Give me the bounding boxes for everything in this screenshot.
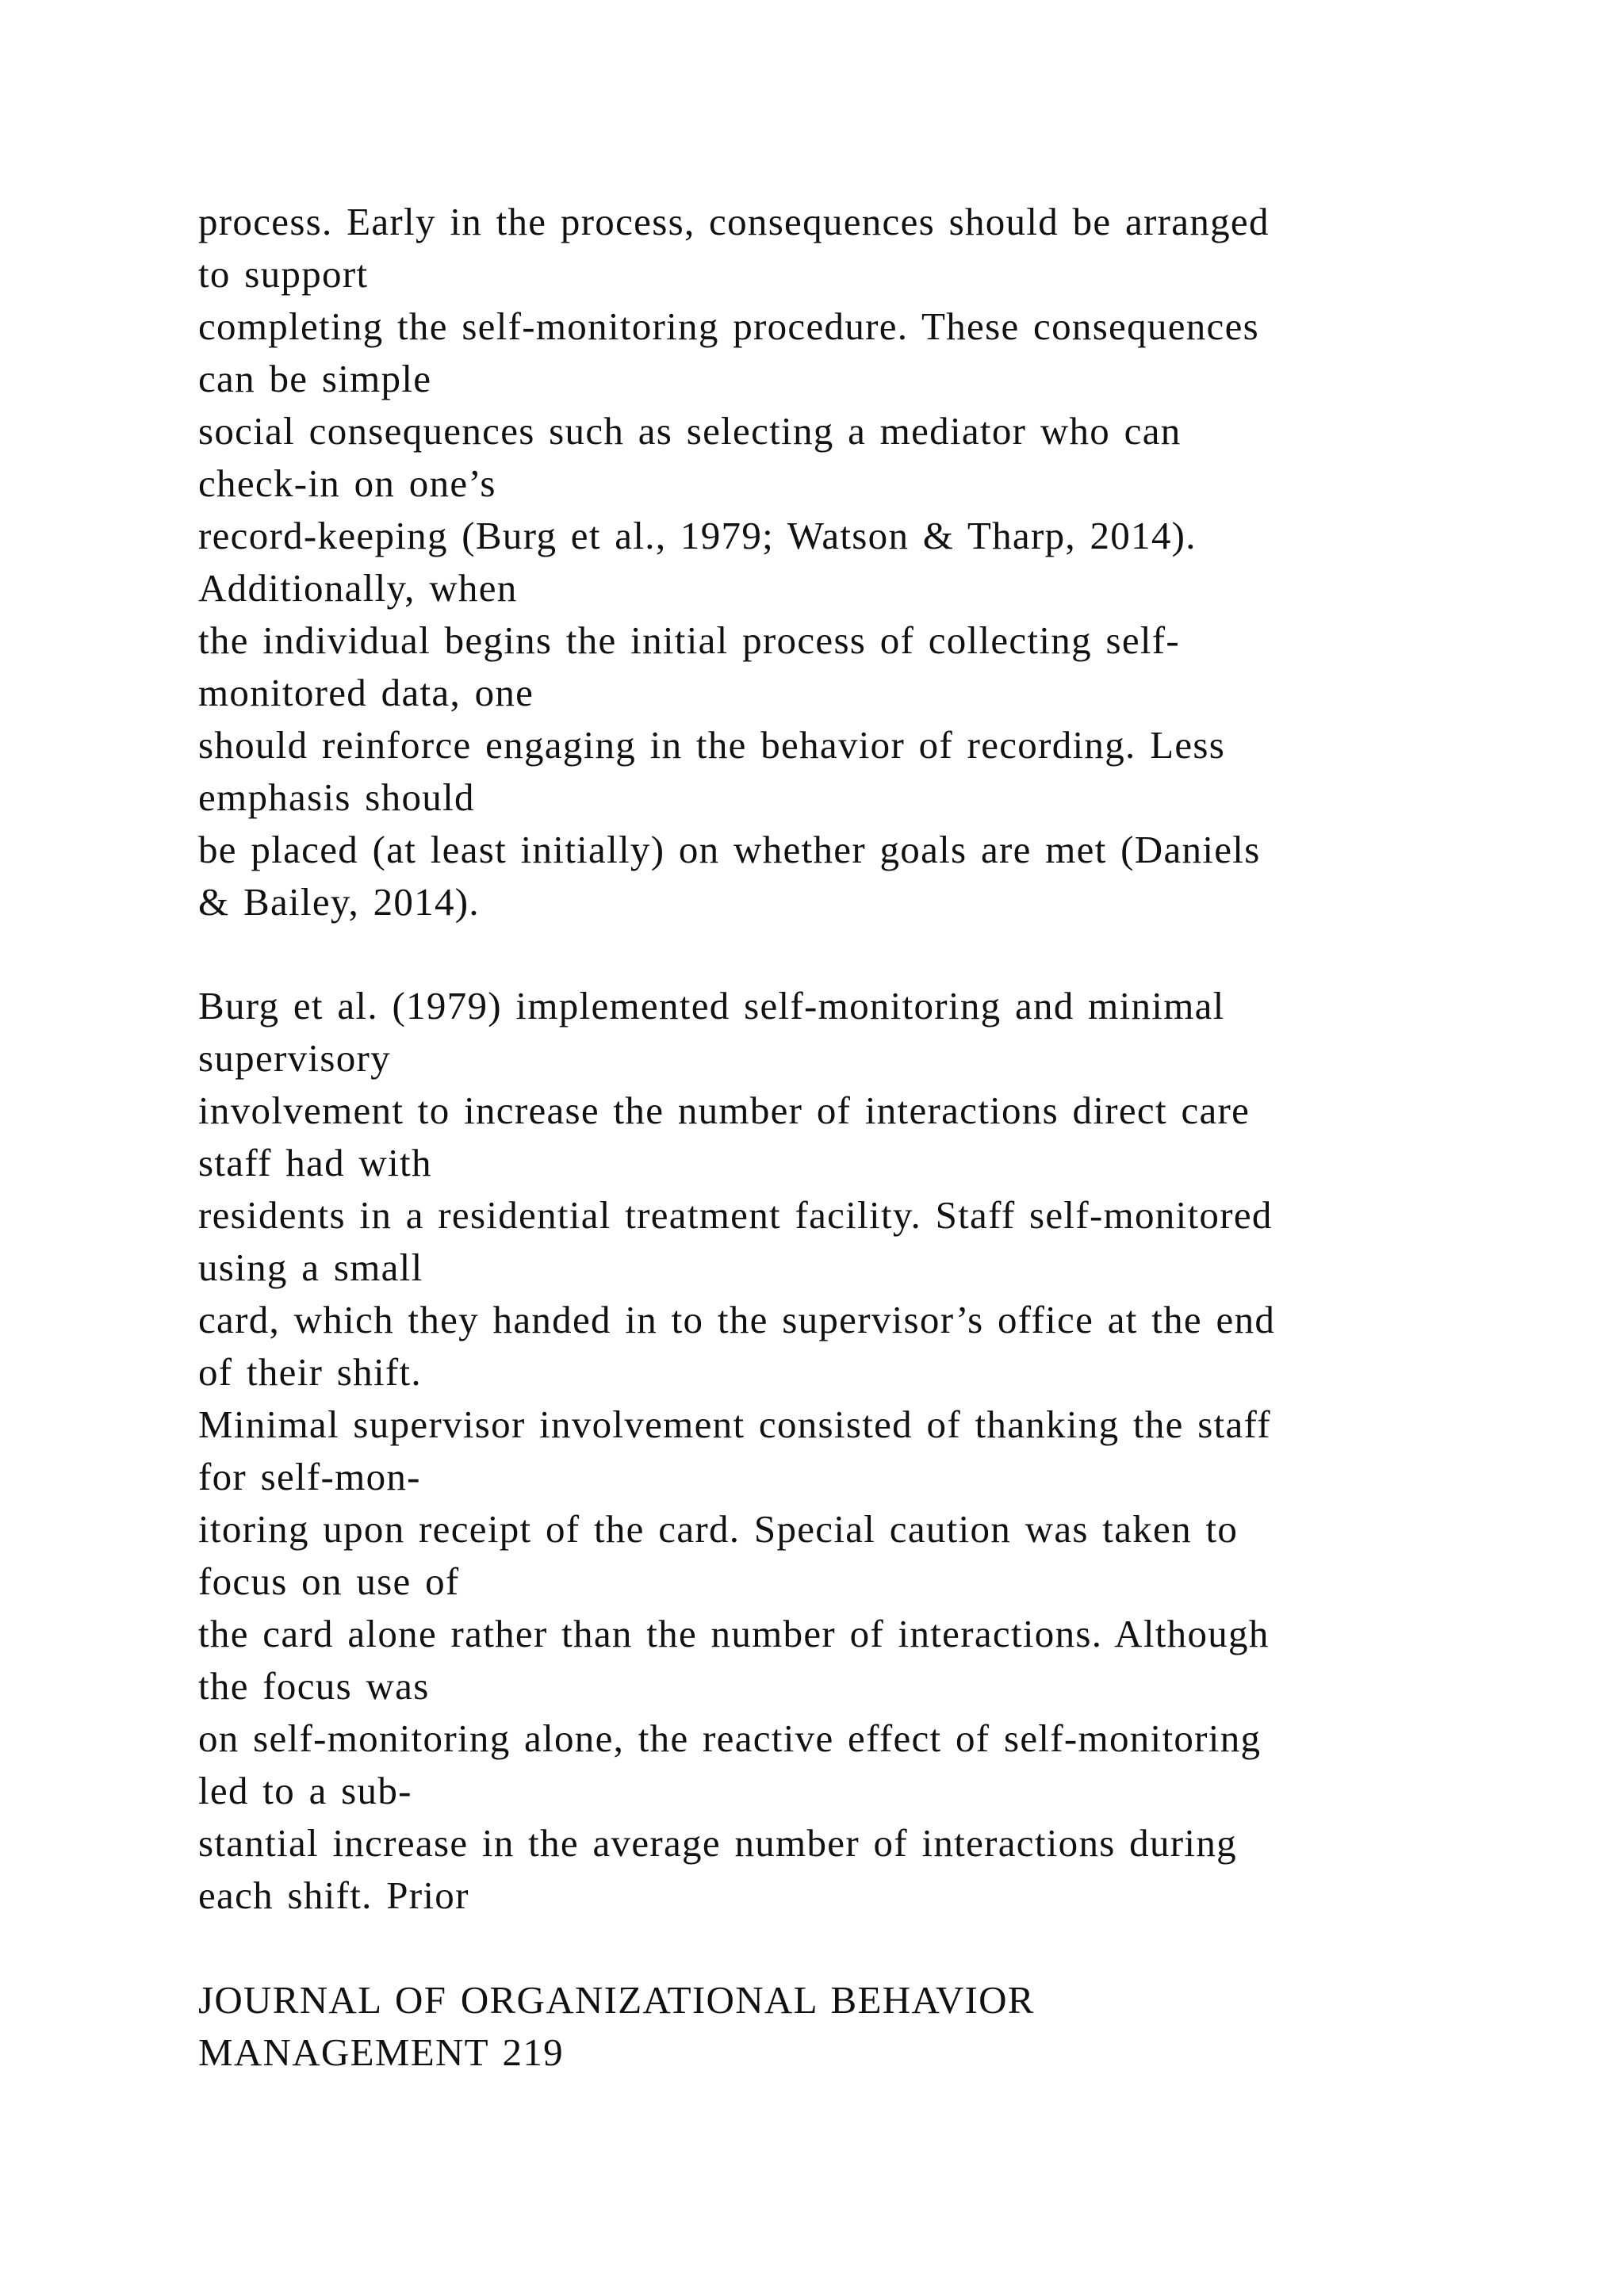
text-line: each shift. Prior	[198, 1873, 469, 1917]
text-line: should reinforce engaging in the behavior of recording. Less	[198, 723, 1226, 767]
text-line: the individual begins the initial process of collecting self-	[198, 618, 1181, 662]
journal-title-page-number: MANAGEMENT 219	[198, 2030, 564, 2074]
paragraph-self-monitoring-consequences	[198, 196, 1499, 928]
text-line: of their shift.	[198, 1350, 422, 1394]
text-line: emphasis should	[198, 775, 475, 819]
text-line: the focus was	[198, 1664, 430, 1708]
running-footer	[198, 1974, 1499, 2079]
text-line: on self-monitoring alone, the reactive effect of self-monitoring	[198, 1716, 1262, 1760]
text-line: residents in a residential treatment facility. Staff self-monitored	[198, 1193, 1273, 1237]
text-line: card, which they handed in to the supervisor’s office at the end	[198, 1298, 1276, 1341]
text-line: completing the self-monitoring procedure. These consequences	[198, 304, 1260, 348]
text-line: the card alone rather than the number of interactions. Although	[198, 1612, 1270, 1655]
paragraph-burg-study	[198, 980, 1499, 1922]
text-line: check-in on one’s	[198, 461, 496, 505]
journal-title: JOURNAL OF ORGANIZATIONAL BEHAVIOR	[198, 1978, 1035, 2022]
text-line: involvement to increase the number of interactions direct care	[198, 1089, 1251, 1132]
text-line: Additionally, when	[198, 566, 518, 610]
text-line: itoring upon receipt of the card. Special caution was taken to	[198, 1507, 1239, 1551]
text-line: supervisory	[198, 1036, 391, 1080]
text-line: using a small	[198, 1246, 423, 1289]
text-line: led to a sub-	[198, 1769, 412, 1812]
text-line: to support	[198, 252, 369, 296]
text-line: staff had with	[198, 1141, 432, 1184]
text-line: Minimal supervisor involvement consisted of thanking the staff	[198, 1402, 1271, 1446]
text-line: focus on use of	[198, 1559, 460, 1603]
text-line: record-keeping (Burg et al., 1979; Watson & Tharp, 2014).	[198, 514, 1197, 557]
text-line: can be simple	[198, 357, 432, 400]
text-line: Burg et al. (1979) implemented self-monitoring and minimal	[198, 984, 1225, 1027]
text-line: process. Early in the process, consequences should be arranged	[198, 200, 1270, 243]
text-line: be placed (at least initially) on whether goals are met (Daniels	[198, 828, 1261, 871]
text-line: & Bailey, 2014).	[198, 880, 480, 924]
text-line: social consequences such as selecting a mediator who can	[198, 409, 1182, 453]
text-line: for self-mon-	[198, 1455, 421, 1498]
text-line: monitored data, one	[198, 671, 534, 714]
text-line: stantial increase in the average number of interactions during	[198, 1821, 1237, 1865]
